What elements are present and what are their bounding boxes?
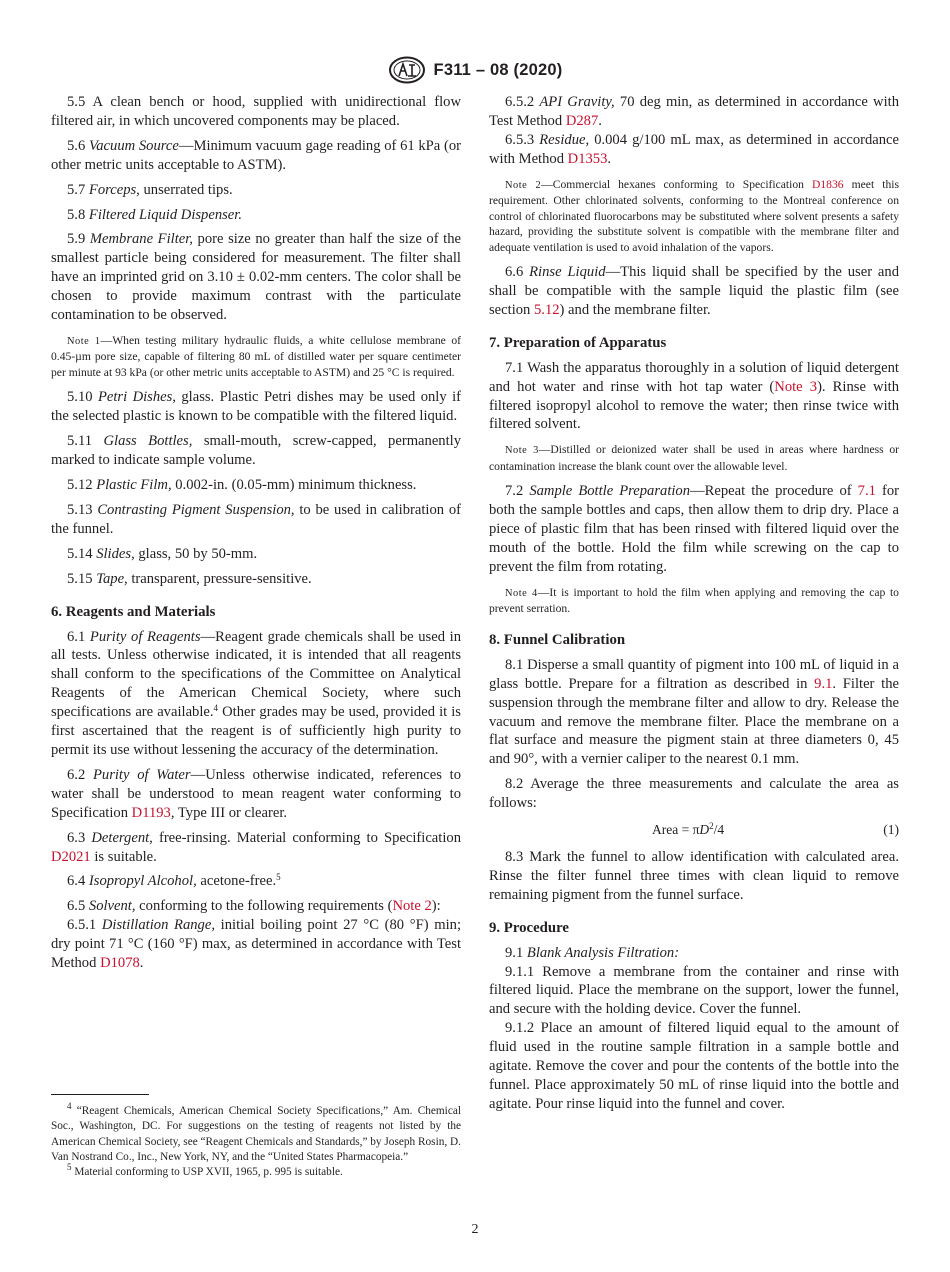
section-text: free-rinsing. Material conforming to Specification bbox=[152, 829, 461, 846]
section-number: 6.1 bbox=[67, 628, 86, 645]
footnote-text: Material conforming to USP XVII, 1965, p. 995 is suitable. bbox=[71, 1166, 343, 1179]
section-heading-9: 9. Procedure bbox=[489, 919, 569, 936]
section-8-2: 8.2 Average the three measurements and calculate the area as follows: bbox=[489, 776, 899, 812]
section-number: 5.9 bbox=[67, 231, 86, 248]
section-5-15 bbox=[51, 570, 461, 589]
section-text: ). Rinse with filtered isopropyl alcohol to remove the water; then rinse twice with filtered solvent. bbox=[489, 378, 899, 433]
section-6-1 bbox=[51, 628, 461, 760]
section-text: to be used in calibration of the funnel. bbox=[51, 502, 461, 537]
section-7-2 bbox=[489, 482, 899, 577]
section-6-5 bbox=[51, 897, 461, 916]
section-link-7-1[interactable]: 7.1 bbox=[857, 483, 876, 500]
term: Tape, bbox=[96, 570, 128, 587]
equation-rhs: /4 bbox=[713, 822, 725, 838]
footnote-marker: 5 bbox=[67, 1162, 72, 1173]
standard-link-d1353[interactable]: D1353 bbox=[567, 150, 608, 167]
section-9-1-2: 9.1.2 Place an amount of filtered liquid equal to the amount of fluid used in the routine sample filtration in a sample bottle and agitate. Remove the cover and pour the contents of the bottle into the funnel. Place approximately 50 mL of rinse liquid into the bottle and agitate. Pour rinse liquid into the funnel and cover. bbox=[489, 1020, 899, 1112]
term: API Gravity, bbox=[539, 94, 615, 110]
section-text: glass. Plastic Petri dishes may be used only if the selected plastic is known to be compatible with the filtered liquid. bbox=[51, 389, 461, 425]
footnote-divider bbox=[51, 1094, 149, 1095]
section-text: . bbox=[139, 955, 144, 972]
section-number: 6.5.3 bbox=[505, 131, 535, 148]
footnote-ref[interactable]: 5 bbox=[276, 872, 281, 883]
footnote-text: “Reagent Chemicals, American Chemical Society Specifications,” Am. Chemical Soc., Washington, DC. For suggestions on the testing of reagents not listed by the American Chemical Society, see “Reagent Chemicals and Standards,” by Joseph Rosin, D. Van Nostrand Co., Inc., New York, NY, and the “United States Pharmacopeia.” bbox=[51, 1105, 461, 1163]
section-number: 6.2 bbox=[67, 766, 86, 783]
section-text: unserrated tips. bbox=[139, 181, 233, 198]
page-number: 2 bbox=[471, 1222, 479, 1237]
left-column bbox=[51, 93, 461, 979]
note-label: Note 3 bbox=[505, 445, 539, 457]
term: Solvent, bbox=[88, 898, 136, 915]
section-link-9-1[interactable]: 9.1 bbox=[814, 675, 833, 692]
term: Forceps, bbox=[88, 181, 140, 198]
section-text: Other grades may be used, provided it is first ascertained that the reagent is of sufficiently high purity to permit its use without lessening the accuracy of the determination. bbox=[51, 704, 461, 758]
term: Vacuum Source bbox=[88, 137, 179, 154]
section-text: —Minimum vacuum gage reading of 61 kPa (or other metric units acceptable to ASTM). bbox=[51, 137, 461, 173]
footnote-marker: 4 bbox=[67, 1101, 72, 1111]
section-number: 6.3 bbox=[67, 829, 86, 846]
section-5-8 bbox=[51, 206, 461, 225]
standard-link-d1193[interactable]: D1193 bbox=[131, 804, 171, 821]
section-heading-6: 6. Reagents and Materials bbox=[51, 603, 216, 620]
note-label: Note 4 bbox=[505, 587, 538, 599]
footnote-4 bbox=[51, 1101, 461, 1165]
right-column bbox=[489, 93, 899, 1120]
note-text: —When testing military hydraulic fluids, a white cellulose membrane of 0.45-µm pore size, capable of filtering 80 mL of distilled water per square centimeter per minute at 93 kPa (or other metric units acceptable to ASTM) and 25 °C is required. bbox=[51, 333, 461, 379]
section-number: 5.13 bbox=[67, 502, 93, 518]
section-number: 5.6 bbox=[67, 137, 86, 154]
section-8-3: 8.3 Mark the funnel to allow identification with calculated area. Rinse the filter funnel three times with clean liquid to remove remaining pigment from the funnel surface. bbox=[489, 848, 899, 903]
section-number: 6.6 bbox=[505, 264, 524, 281]
section-number: 5.15 bbox=[67, 570, 93, 587]
note-text: —Distilled or deionized water shall be used in areas where hardness or contamination increase the blank count over the allowable level. bbox=[489, 443, 899, 473]
note-4 bbox=[489, 585, 899, 617]
term: Detergent, bbox=[91, 829, 153, 846]
section-text: pore size no greater than half the size of the smallest particle being considered for measurement. The filter shall have an imprinted grid on 3.10 ± 0.02-mm centers. The color shall be chosen to provide maximum contrast with the particulate contamination to be observed. bbox=[51, 231, 461, 324]
section-7-1 bbox=[489, 359, 899, 435]
section-5-12 bbox=[51, 476, 461, 495]
note-3 bbox=[489, 442, 899, 474]
section-number: 7.2 bbox=[505, 483, 524, 500]
section-heading-8: 8. Funnel Calibration bbox=[489, 631, 626, 648]
section-text: —Repeat the procedure of bbox=[690, 483, 858, 500]
section-8-1 bbox=[489, 656, 899, 769]
section-number: 5.10 bbox=[67, 389, 93, 406]
term: Filtered Liquid Dispenser. bbox=[88, 206, 242, 223]
section-text: for both the sample bottles and caps, then allow them to drip dry. Place a piece of plastic film that has been rinsed with filtered liquid over the mouth of the bottle. Hold the film while screwing on the cap to prevent the film from rotating. bbox=[489, 483, 899, 575]
term: Sample Bottle Preparation bbox=[529, 483, 691, 500]
section-number: 6.5 bbox=[67, 898, 86, 915]
section-5-9 bbox=[51, 230, 461, 325]
standard-link-d1078[interactable]: D1078 bbox=[100, 955, 140, 972]
section-5-5: 5.5 A clean bench or hood, supplied with unidirectional flow filtered air, in which uncovered components may be placed. bbox=[51, 94, 461, 129]
equation-exponent: 2 bbox=[709, 821, 714, 832]
footnote-5 bbox=[51, 1162, 461, 1180]
section-text: —Unless otherwise indicated, references to water shall be understood to mean reagent water conforming to Specification bbox=[51, 766, 461, 821]
standard-link-d1836[interactable]: D1836 bbox=[812, 177, 844, 191]
section-5-7 bbox=[51, 181, 461, 200]
section-5-10 bbox=[51, 388, 461, 426]
astm-logo-icon bbox=[388, 56, 426, 84]
section-5-13 bbox=[51, 501, 461, 539]
document-designation: F311 – 08 (2020) bbox=[433, 60, 563, 79]
footnote-ref[interactable]: 4 bbox=[213, 703, 219, 714]
section-text: 0.002-in. (0.05-mm) minimum thickness. bbox=[171, 477, 417, 494]
section-6-6 bbox=[489, 263, 899, 320]
section-text: —Reagent grade chemicals shall be used in all tests. Unless otherwise indicated, it is intended that all reagents shall conform to the specifications of the Committee on Analytical Reagents of the American Chemical Society, where such specifications are available. bbox=[51, 628, 462, 721]
section-text: small-mouth, screw-capped, permanently marked to indicate sample volume. bbox=[51, 433, 461, 469]
section-5-6 bbox=[51, 137, 461, 175]
section-text: . bbox=[607, 150, 612, 167]
term: Rinse Liquid bbox=[529, 264, 606, 281]
section-number: 6.5.1 bbox=[67, 917, 97, 934]
section-number: 6.5.2 bbox=[505, 94, 535, 110]
note-2 bbox=[489, 177, 899, 256]
note-text: meet this requirement. Other chlorinated solvents, conforming to the Montreal conference on control of chlorinated fluorocarbons may be substituted where solvent presents a safety hazard, providing the substitute solvent is compatible with the membrane filter and adequate ventilation is used to avoid inhalation of the vapors. bbox=[489, 177, 899, 254]
section-6-5-3 bbox=[489, 131, 899, 169]
section-link-5-12[interactable]: 5.12 bbox=[534, 301, 560, 318]
section-text: initial boiling point 27 °C (80 °F) min; dry point 71 °C (160 °F) max, as determined in accordance with Test Method bbox=[51, 917, 461, 972]
section-text: 8.1 Disperse a small quantity of pigment into 100 mL of liquid in a glass bottle. Prepare for a filtration as described in bbox=[489, 656, 899, 692]
section-text: —This liquid shall be specified by the user and shall be compatible with the sample liquid the plastic film (see section bbox=[489, 264, 899, 318]
section-6-5-1 bbox=[51, 916, 461, 973]
note-label: Note 2 bbox=[505, 179, 542, 191]
section-text: ) and the membrane filter. bbox=[559, 301, 711, 318]
section-text: . bbox=[598, 112, 602, 129]
term: Blank Analysis Filtration: bbox=[526, 944, 680, 961]
term: Distillation Range, bbox=[101, 917, 215, 934]
section-5-14 bbox=[51, 545, 461, 564]
section-text: glass, 50 by 50-mm. bbox=[134, 545, 258, 562]
section-heading-7: 7. Preparation of Apparatus bbox=[489, 334, 667, 351]
footnotes bbox=[51, 1101, 461, 1180]
section-text: transparent, pressure-sensitive. bbox=[127, 570, 312, 587]
section-number: 5.8 bbox=[67, 206, 86, 223]
section-number: 5.7 bbox=[67, 181, 86, 198]
term: Slides, bbox=[96, 545, 135, 562]
section-text: is suitable. bbox=[90, 848, 157, 865]
section-text: 7.1 Wash the apparatus thoroughly in a solution of liquid detergent and hot water and rinse with hot tap water ( bbox=[489, 359, 899, 395]
note-1 bbox=[51, 333, 461, 381]
equation-variable: D bbox=[699, 822, 710, 838]
section-6-2 bbox=[51, 766, 461, 823]
section-6-5-2 bbox=[489, 93, 899, 131]
section-text: 70 deg min, as determined in accordance with Test Method bbox=[489, 94, 899, 129]
term: Purity of Water bbox=[92, 766, 191, 783]
note-text: —It is important to hold the film when applying and removing the cap to prevent serration. bbox=[489, 585, 899, 616]
term: Purity of Reagents bbox=[89, 628, 201, 645]
note-link-2[interactable]: Note 2 bbox=[392, 898, 432, 915]
standard-link-d287[interactable]: D287 bbox=[565, 112, 599, 129]
equation-lhs: Area = π bbox=[652, 822, 700, 838]
page-header bbox=[0, 56, 950, 84]
section-text: 0.004 g/100 mL max, as determined in accordance with Method bbox=[489, 131, 900, 167]
section-number: 9.1 bbox=[505, 944, 524, 961]
section-text: ): bbox=[431, 898, 441, 915]
section-text: conforming to the following requirements ( bbox=[135, 898, 393, 915]
section-number: 5.14 bbox=[67, 545, 93, 562]
term: Isopropyl Alcohol, bbox=[88, 873, 197, 890]
section-number: 5.11 bbox=[67, 433, 92, 450]
note-text: —Commercial hexanes conforming to Specification bbox=[541, 177, 813, 191]
section-text: . Filter the suspension through the membrane filter and allow to dry. Release the vacuum and remove the membrane filter. Place the membrane on a flat surface and measure the pigment stain at three diameters 0, 45 and 90°, with a vernier caliper to the nearest 0.1 mm. bbox=[489, 675, 899, 768]
section-text: , Type III or clearer. bbox=[170, 804, 288, 821]
equation-number: (1) bbox=[883, 822, 899, 838]
section-number: 5.12 bbox=[67, 477, 93, 494]
term: Membrane Filter, bbox=[89, 231, 193, 248]
note-label: Note 1 bbox=[67, 335, 101, 347]
section-6-4 bbox=[51, 872, 461, 891]
term: Glass Bottles, bbox=[103, 433, 193, 450]
term: Plastic Film, bbox=[96, 477, 172, 494]
section-number: 6.4 bbox=[67, 873, 86, 890]
term: Petri Dishes, bbox=[97, 389, 176, 406]
equation-1 bbox=[489, 821, 899, 840]
standard-link-d2021[interactable]: D2021 bbox=[51, 848, 91, 865]
term: Contrasting Pigment Suspension, bbox=[97, 502, 295, 518]
equation-body bbox=[652, 821, 724, 840]
note-link-3[interactable]: Note 3 bbox=[774, 378, 818, 395]
section-9-1 bbox=[489, 944, 899, 963]
section-6-3 bbox=[51, 829, 461, 867]
section-5-11 bbox=[51, 432, 461, 470]
term: Residue, bbox=[539, 131, 590, 148]
section-text: acetone-free. bbox=[196, 873, 277, 890]
section-9-1-1: 9.1.1 Remove a membrane from the container and rinse with filtered liquid. Place the membrane on the support, lower the funnel, and secure with the holding device. Cover the funnel. bbox=[489, 963, 899, 1018]
